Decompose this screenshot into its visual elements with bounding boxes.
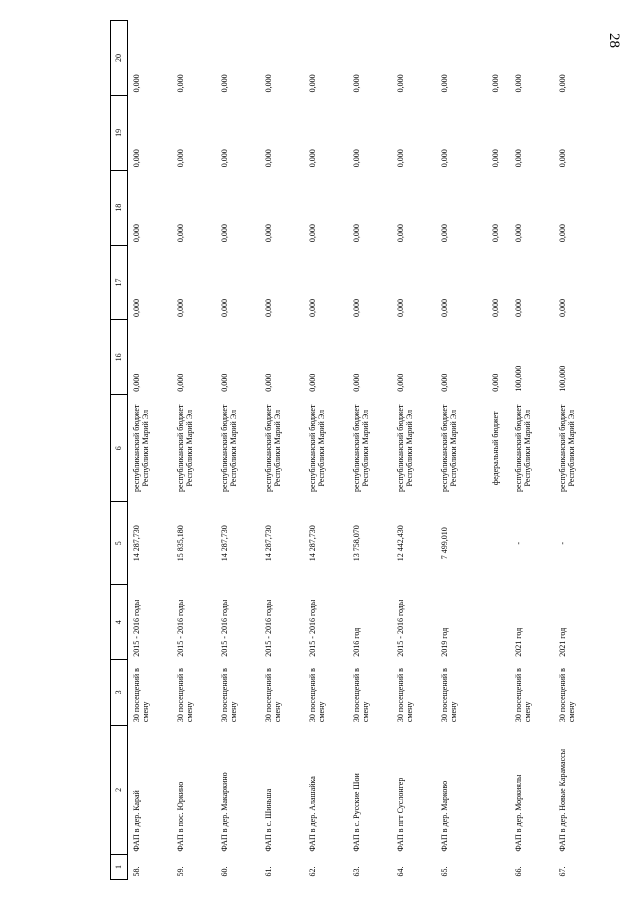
- value-16: 0,000: [396, 373, 405, 392]
- col-header-18: 18: [111, 170, 128, 245]
- value-18: 0,000: [440, 224, 449, 243]
- value-19: 0,000: [396, 149, 405, 168]
- col-header-4: 4: [111, 585, 128, 660]
- col-header-2: 2: [111, 725, 128, 855]
- value-16: 100,000: [514, 365, 523, 392]
- capacity: 30 посещений в смену: [514, 668, 532, 723]
- value-20: 0,000: [558, 74, 567, 93]
- col-header-3: 3: [111, 660, 128, 725]
- value-17: 0,000: [176, 298, 185, 317]
- period: 2015 - 2016 годы: [176, 599, 185, 657]
- capacity: 30 посещений в смену: [132, 668, 150, 723]
- funding-source: республиканский бюджет Республики Марий Эл: [396, 404, 414, 492]
- cost: 13 758,070: [352, 525, 361, 562]
- value-20: 0,000: [514, 74, 523, 93]
- value-16: 100,000: [558, 365, 567, 392]
- facility-name: ФАП в пгт Суслонгер: [396, 777, 405, 852]
- table-row: [436, 21, 487, 880]
- value-20: 0,000: [264, 74, 273, 93]
- value-16: 0,000: [440, 373, 449, 392]
- row-number: 67.: [558, 866, 567, 877]
- value-18: 0,000: [132, 224, 141, 243]
- cost: 14 287,730: [132, 525, 141, 562]
- facility-name: ФАП в дер. Макаркино: [220, 772, 229, 852]
- table-row: [510, 21, 554, 880]
- value-17: 0,000: [264, 298, 273, 317]
- period: 2015 - 2016 годы: [396, 599, 405, 657]
- funding-source: республиканский бюджет Республики Марий Эл: [440, 404, 458, 492]
- value-17: 0,000: [396, 298, 405, 317]
- value-19: 0,000: [352, 149, 361, 168]
- row-number: 64.: [396, 866, 405, 877]
- value-18: 0,000: [514, 224, 523, 243]
- cost: 14 287,730: [308, 525, 317, 562]
- capacity: [487, 660, 510, 725]
- rotated-table-container: [110, 20, 637, 880]
- header-row: [111, 21, 128, 880]
- value-16: 0,000: [264, 373, 273, 392]
- table-row: [487, 21, 510, 880]
- cost: 14 287,730: [264, 525, 273, 562]
- funding-source: республиканский бюджет Республики Марий Эл: [176, 404, 194, 492]
- value-20: 0,000: [352, 74, 361, 93]
- facility-name: ФАП в дер. Марково: [440, 780, 449, 852]
- facility-name: ФАП в дер. Алашайка: [308, 776, 317, 852]
- value-19: 0,000: [440, 149, 449, 168]
- cost: 15 835,180: [176, 525, 185, 562]
- row-number: 62.: [308, 866, 317, 877]
- table-row: [128, 21, 173, 880]
- funding-source: федеральный бюджет: [491, 411, 500, 486]
- cost: -: [558, 541, 567, 545]
- funding-source: республиканский бюджет Республики Марий Эл: [352, 404, 370, 492]
- capacity: 30 посещений в смену: [176, 668, 194, 723]
- row-number: 61.: [264, 866, 273, 877]
- table-row: [304, 21, 348, 880]
- value-20: 0,000: [396, 74, 405, 93]
- col-header-6: 6: [111, 395, 128, 502]
- funding-source: республиканский бюджет Республики Марий Эл: [264, 404, 282, 492]
- page-number: 28: [606, 33, 622, 48]
- period: 2021 год: [558, 627, 567, 657]
- value-17: 0,000: [308, 298, 317, 317]
- capacity: 30 посещений в смену: [264, 668, 282, 723]
- value-17: 0,000: [514, 298, 523, 317]
- value-20: 0,000: [491, 74, 500, 93]
- funding-source: республиканский бюджет Республики Марий Эл: [558, 404, 576, 492]
- cost: 7 499,010: [440, 527, 449, 560]
- table-row: [348, 21, 392, 880]
- table-row: [260, 21, 304, 880]
- value-18: 0,000: [264, 224, 273, 243]
- value-16: 0,000: [352, 373, 361, 392]
- row-number: 59.: [176, 866, 185, 877]
- data-table: [110, 20, 605, 880]
- period: 2021 год: [514, 627, 523, 657]
- value-18: 0,000: [352, 224, 361, 243]
- capacity: 30 посещений в смену: [396, 668, 414, 723]
- facility-name: ФАП в дер. Карай: [132, 790, 141, 852]
- period: 2015 - 2016 годы: [220, 599, 229, 657]
- funding-source: республиканский бюджет Республики Марий Эл: [220, 404, 238, 492]
- col-header-20: 20: [111, 21, 128, 96]
- value-20: 0,000: [308, 74, 317, 93]
- facility-name: ФАП в с. Русские Шои: [352, 773, 361, 852]
- value-17: 0,000: [491, 298, 500, 317]
- value-19: 0,000: [514, 149, 523, 168]
- cost: -: [514, 541, 523, 545]
- value-16: 0,000: [308, 373, 317, 392]
- capacity: 30 посещений в смену: [352, 668, 370, 723]
- facility-name: ФАП в дер. Моркиялы: [514, 774, 523, 852]
- value-20: 0,000: [176, 74, 185, 93]
- value-20: 0,000: [440, 74, 449, 93]
- facility-name: ФАП в дер. Новые Карамассы: [558, 748, 567, 852]
- value-18: 0,000: [396, 224, 405, 243]
- row-number: 58.: [132, 866, 141, 877]
- col-header-1: 1: [111, 855, 128, 880]
- value-17: 0,000: [558, 298, 567, 317]
- row-number: 63.: [352, 866, 361, 877]
- value-16: 0,000: [491, 373, 500, 392]
- row-number: 65.: [440, 866, 449, 877]
- value-17: 0,000: [220, 298, 229, 317]
- value-20: 0,000: [220, 74, 229, 93]
- table-row: [172, 21, 216, 880]
- table-row: [216, 21, 260, 880]
- value-18: 0,000: [558, 224, 567, 243]
- value-18: 0,000: [176, 224, 185, 243]
- facility-name: ФАП в с. Шиньша: [264, 788, 273, 852]
- value-19: 0,000: [558, 149, 567, 168]
- row-number: 60.: [220, 866, 229, 877]
- capacity: 30 посещений в смену: [440, 668, 458, 723]
- table-row: [554, 21, 605, 880]
- capacity: 30 посещений в смену: [558, 668, 576, 723]
- value-19: 0,000: [132, 149, 141, 168]
- col-header-5: 5: [111, 502, 128, 585]
- value-18: 0,000: [308, 224, 317, 243]
- col-header-16: 16: [111, 320, 128, 395]
- value-17: 0,000: [440, 298, 449, 317]
- value-19: 0,000: [491, 149, 500, 168]
- capacity: 30 посещений в смену: [308, 668, 326, 723]
- value-16: 0,000: [176, 373, 185, 392]
- value-20: 0,000: [132, 74, 141, 93]
- value-17: 0,000: [352, 298, 361, 317]
- cost: [487, 502, 510, 585]
- value-18: 0,000: [220, 224, 229, 243]
- col-header-17: 17: [111, 245, 128, 320]
- period: 2019 год: [440, 627, 449, 657]
- value-19: 0,000: [176, 149, 185, 168]
- funding-source: республиканский бюджет Республики Марий Эл: [132, 404, 150, 492]
- facility-name: [487, 725, 510, 855]
- col-header-19: 19: [111, 95, 128, 170]
- value-18: 0,000: [491, 224, 500, 243]
- period: 2015 - 2016 годы: [264, 599, 273, 657]
- cost: 12 442,430: [396, 525, 405, 562]
- funding-source: республиканский бюджет Республики Марий Эл: [308, 404, 326, 492]
- funding-source: республиканский бюджет Республики Марий Эл: [514, 404, 532, 492]
- row-number: 66.: [514, 866, 523, 877]
- period: [487, 585, 510, 660]
- value-19: 0,000: [220, 149, 229, 168]
- period: 2015 - 2016 годы: [308, 599, 317, 657]
- value-16: 0,000: [132, 373, 141, 392]
- value-17: 0,000: [132, 298, 141, 317]
- period: 2015 - 2016 годы: [132, 599, 141, 657]
- value-16: 0,000: [220, 373, 229, 392]
- cost: 14 287,730: [220, 525, 229, 562]
- table-wrapper: [110, 20, 637, 880]
- row-number: [487, 855, 510, 880]
- table-row: [392, 21, 436, 880]
- facility-name: ФАП в пос. Юркино: [176, 781, 185, 852]
- period: 2016 год: [352, 627, 361, 657]
- value-19: 0,000: [308, 149, 317, 168]
- capacity: 30 посещений в смену: [220, 668, 238, 723]
- value-19: 0,000: [264, 149, 273, 168]
